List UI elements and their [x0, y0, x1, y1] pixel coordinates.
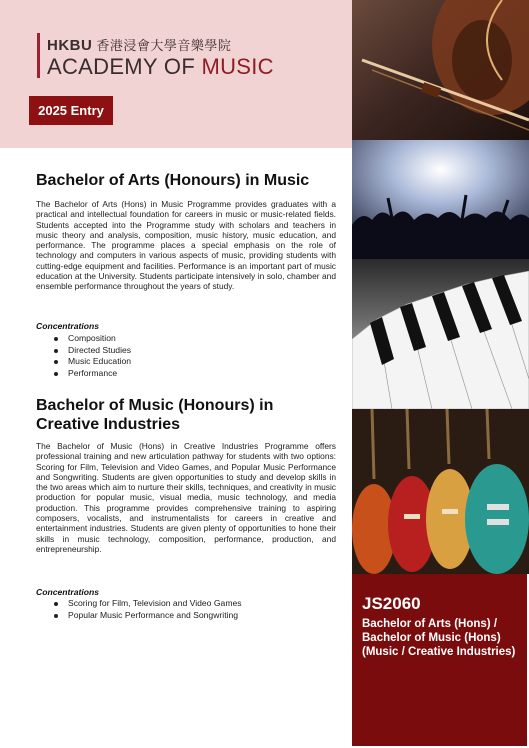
entry-year-badge: 2025 Entry [29, 96, 113, 125]
list-item: Composition [68, 333, 368, 345]
header-banner [0, 0, 352, 148]
logo-academy-of-music [47, 54, 274, 80]
section2-description: The Bachelor of Music (Hons) in Creative Industries Programme offers professional training and new articulation pathway for students with two options: Scoring for Film, Television and Video Games, and Popular Music Performance and Songwriting. Students are given opportunities to study and develop skills in the two areas which aim to nurture their skills, techniques, and creativity in music production for popular music, visual media, music technology, and media production. This programme provides comprehensive training to aspiring composers, vocalists, and instrumentalists for careers in creative and entertainment industries. Students are given plenty of opportunities to hone their skills in music technology, composition, performance, production, and entrepreneurship. [36, 441, 336, 554]
section1-description: The Bachelor of Arts (Hons) in Music Programme provides graduates with a practical and intellectual foundation for careers in music or music-related fields. Students accepted into the Programme study with scholars and teachers in music theory and analysis, composition, music history, music education, and performance. The programme places a special emphasis on the role of technology and computers in various aspects of music, providing students with cutting-edge equipment and facilities. Performance is an important part of music education at the University. Students participate intensively in solo, chamber and ensemble performance throughout the years of study. [36, 199, 336, 292]
concert-crowd-photo [352, 140, 529, 259]
logo-accent-bar [37, 33, 40, 78]
section1-title: Bachelor of Arts (Honours) in Music [36, 172, 310, 189]
section2-concentrations-label: Concentrations [36, 587, 100, 597]
electric-guitars-photo [352, 409, 529, 574]
list-item: Scoring for Film, Television and Video Games [68, 598, 368, 610]
programme-code: JS2060 [362, 594, 421, 613]
logo-music-text: MUSIC [201, 54, 274, 79]
list-item: Performance [68, 368, 368, 380]
logo-hkbu-text: HKBU [47, 37, 93, 54]
programme-code-panel [352, 574, 527, 746]
section1-concentrations-list [36, 333, 368, 379]
list-item: Popular Music Performance and Songwriting [68, 610, 368, 622]
section2-concentrations-list [36, 598, 368, 621]
programme-full-name: Bachelor of Arts (Hons) / Bachelor of Music (Hons) (Music / Creative Industries) [362, 618, 516, 658]
list-item: Directed Studies [68, 345, 368, 357]
logo-chinese-text: 香港浸會大學音樂學院 [96, 39, 232, 54]
list-item: Music Education [68, 356, 368, 368]
logo-academy-text: ACADEMY OF [47, 54, 202, 79]
piano-keys-photo [352, 259, 529, 409]
section2-title: Bachelor of Music (Honours) in Creative Industries [36, 397, 274, 433]
violin-photo [352, 0, 529, 140]
section1-concentrations-label: Concentrations [36, 321, 100, 331]
logo-top-line [47, 35, 231, 54]
